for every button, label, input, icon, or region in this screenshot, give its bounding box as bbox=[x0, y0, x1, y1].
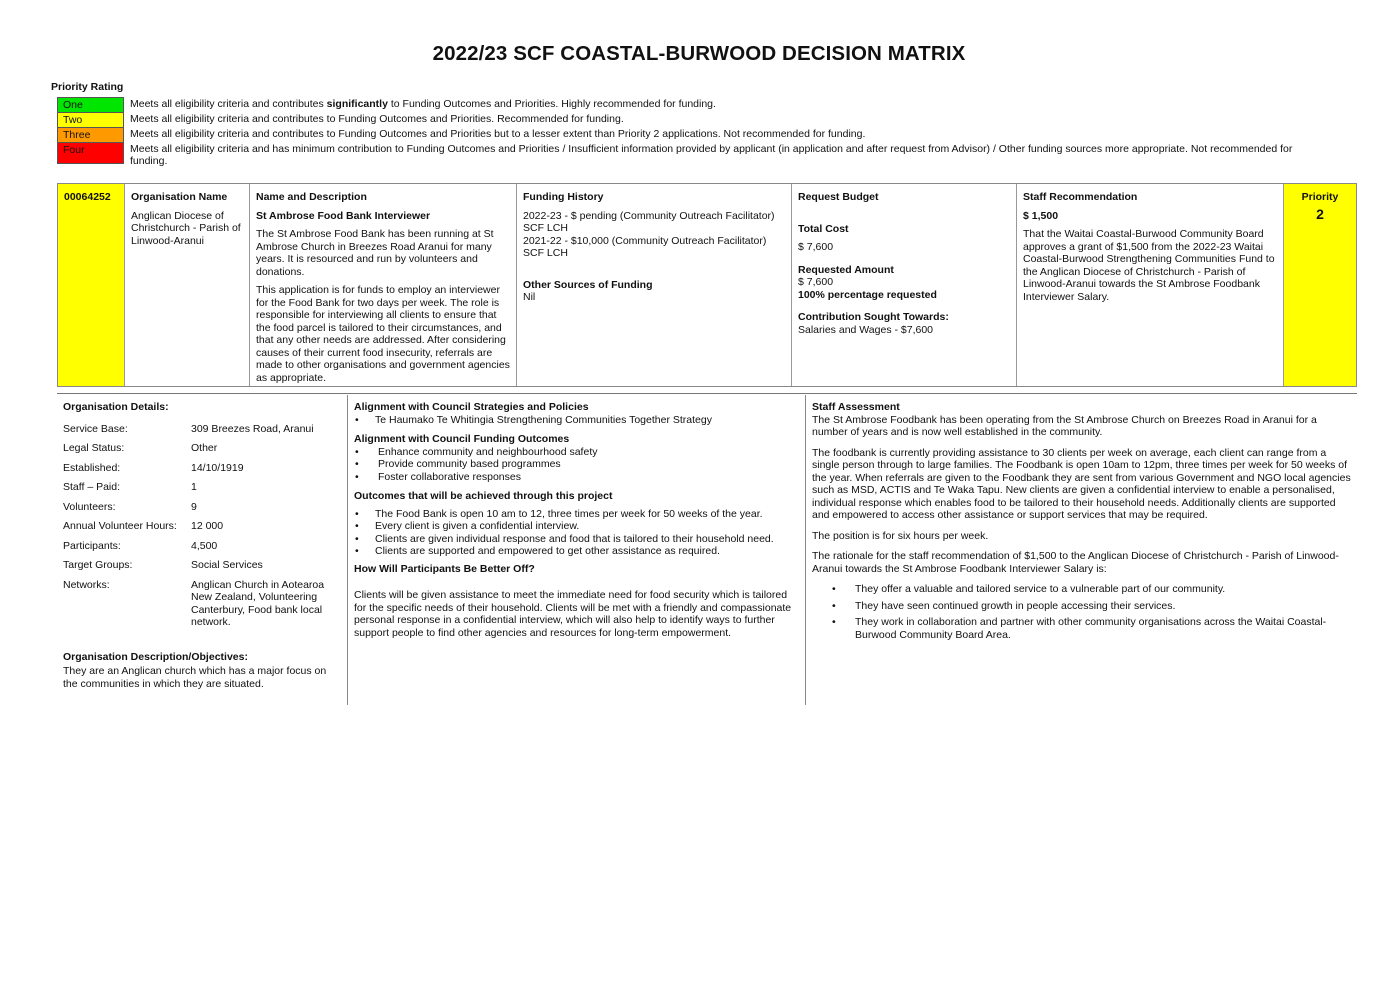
list-item: • The Food Bank is open 10 am to 12, three times per week for 50 weeks of the year. bbox=[354, 508, 799, 521]
total-cost-value: $ 7,600 bbox=[798, 241, 834, 253]
application-summary-table bbox=[57, 183, 1357, 387]
priority-row-two bbox=[57, 112, 1317, 127]
list-item: • Te Haumako Te Whitingia Strengthening Communities Together Strategy bbox=[354, 414, 799, 427]
priority-swatch-one: One bbox=[57, 97, 124, 112]
section-divider bbox=[57, 393, 1357, 394]
staff-recommendation-amount: $ 1,500 bbox=[1023, 209, 1059, 222]
organisation-description-heading: Organisation Description/Objectives: bbox=[63, 650, 248, 663]
detail-row: Staff – Paid: 1 bbox=[63, 481, 197, 493]
project-name: St Ambrose Food Bank Interviewer bbox=[256, 209, 431, 222]
project-description-2: This application is for funds to employ an interviewer for the Food Bank for two days per week. The role is responsible for interviewing all clients to ensure that the food parcel is tailored to their circumstances, and that any other needs are addressed. After considering causes of their current food insecurity, referrals are made to other organisations and government agencies as appropriate. bbox=[256, 284, 510, 384]
list-item: • Enhance community and neighbourhood safety bbox=[354, 446, 799, 459]
funding-outcomes-list bbox=[354, 446, 799, 484]
alignment-column bbox=[348, 395, 806, 705]
contribution-value: Salaries and Wages - $7,600 bbox=[798, 323, 934, 336]
request-budget-cell bbox=[792, 184, 1017, 386]
list-item: • Every client is given a confidential interview. bbox=[354, 520, 799, 533]
assessment-paragraph-3: The position is for six hours per week. bbox=[812, 529, 989, 542]
detail-row: Target Groups: Social Services bbox=[63, 559, 263, 571]
other-funding-heading: Other Sources of Funding bbox=[523, 278, 653, 291]
contribution-label: Contribution Sought Towards: bbox=[798, 311, 949, 323]
page-title: 2022/23 SCF COASTAL-BURWOOD DECISION MATRIX bbox=[432, 42, 966, 65]
priority-swatch-two: Two bbox=[57, 112, 124, 127]
staff-recommendation-text: That the Waitai Coastal-Burwood Community Board approves a grant of $1,500 from the 2022-23 Waitai Coastal-Burwood Strengthening Communities Fund to the Anglican Diocese of Christchurch - Parish of Linwood-Aranui towards the St Ambrose Foodbank Interviewer Salary. bbox=[1023, 228, 1275, 303]
funding-history-2: 2021-22 - $10,000 (Community Outreach Facilitator) SCF LCH bbox=[523, 234, 767, 259]
other-funding-value: Nil bbox=[523, 291, 536, 303]
organisation-description: They are an Anglican church which has a major focus on the communities in which they are situated. bbox=[63, 665, 327, 690]
priority-desc-two: Meets all eligibility criteria and contributes to Funding Outcomes and Priorities. Recommended for funding. bbox=[130, 113, 624, 125]
priority-row-one bbox=[57, 97, 1317, 112]
priority-swatch-three: Three bbox=[57, 127, 124, 142]
organisation-details-column bbox=[57, 395, 348, 705]
list-item: • They offer a valuable and tailored service to a vulnerable part of our community. bbox=[812, 583, 1351, 596]
strategies-heading: Alignment with Council Strategies and Policies bbox=[354, 401, 589, 413]
list-item: • Foster collaborative responses bbox=[354, 471, 799, 484]
priority-value: 2 bbox=[1316, 205, 1324, 222]
application-id-cell bbox=[58, 184, 125, 386]
list-item: • They have seen continued growth in people accessing their services. bbox=[812, 600, 1351, 613]
priority-desc-one: Meets all eligibility criteria and contributes significantly to Funding Outcomes and Priorities. Highly recommended for funding. bbox=[130, 98, 716, 110]
priority-row-three bbox=[57, 127, 1317, 142]
list-item: • They work in collaboration and partner with other community organisations across the Waitai Coastal-Burwood Community Board Area. bbox=[812, 616, 1351, 641]
list-item: • Clients are supported and empowered to get other assistance as required. bbox=[354, 545, 799, 558]
detail-row: Legal Status: Other bbox=[63, 442, 218, 454]
priority-row-four bbox=[57, 142, 1317, 167]
funding-outcomes-heading: Alignment with Council Funding Outcomes bbox=[354, 433, 570, 445]
priority-desc-three: Meets all eligibility criteria and contributes to Funding Outcomes and Priorities but to a lesser extent than Priority 2 applications. Not recommended for funding. bbox=[130, 128, 866, 140]
organisation-name: Anglican Diocese of Christchurch - Parish of Linwood-Aranui bbox=[131, 209, 241, 247]
project-description-1: The St Ambrose Food Bank has been running at St Ambrose Church in Breezes Road Aranui for many years. It is resourced and run by volunteers and donations. bbox=[256, 228, 494, 278]
list-item: • Clients are given individual response and food that is tailored to their household need. bbox=[354, 533, 799, 546]
rationale-list bbox=[812, 583, 1351, 641]
project-outcomes-heading: Outcomes that will be achieved through this project bbox=[354, 490, 613, 502]
priority-rating-heading: Priority Rating bbox=[51, 81, 124, 93]
detail-row: Service Base: 309 Breezes Road, Aranui bbox=[63, 422, 314, 435]
detail-row: Annual Volunteer Hours: 12 000 bbox=[63, 520, 224, 532]
detail-row: Established: 14/10/1919 bbox=[63, 461, 244, 474]
name-description-cell bbox=[250, 184, 517, 386]
requested-percentage: 100% percentage requested bbox=[798, 288, 937, 301]
organisation-heading: Organisation Name bbox=[131, 191, 228, 203]
funding-history-heading: Funding History bbox=[523, 191, 604, 203]
details-section bbox=[57, 395, 1357, 705]
priority-rating-legend bbox=[57, 97, 1317, 167]
priority-heading: Priority bbox=[1301, 191, 1339, 203]
priority-desc-four: Meets all eligibility criteria and has minimum contribution to Funding Outcomes and Priorities / Insufficient information provided by applicant (in application and after request from Advisor) / Other funding sources more appropriate. Not recommended for funding. bbox=[130, 143, 1293, 167]
assessment-paragraph-4: The rationale for the staff recommendation of $1,500 to the Anglican Diocese of Christchurch - Parish of Linwood-Aranui towards the St Ambrose Foodbank Interviewer Salary is: bbox=[812, 550, 1339, 575]
better-off-heading: How Will Participants Be Better Off? bbox=[354, 562, 535, 575]
detail-row: Volunteers: 9 bbox=[63, 500, 197, 513]
request-budget-heading: Request Budget bbox=[798, 191, 879, 203]
organisation-details-heading: Organisation Details: bbox=[63, 401, 169, 413]
better-off-text: Clients will be given assistance to meet the immediate need for food security which is tailored for the specific needs of their household. Clients will be met with a friendly and compassionate personal response in a confidential interview, which will also help to identify ways to further support people to find other agencies and resources for long-term empowerment. bbox=[354, 589, 792, 639]
requested-amount-label: Requested Amount bbox=[798, 263, 894, 276]
assessment-paragraph-1: The St Ambrose Foodbank has been operating from the St Ambrose Church on Breezes Road in Aranui for a number of years and is now well established in the community. bbox=[812, 413, 1317, 438]
project-outcomes-list bbox=[354, 508, 799, 558]
staff-recommendation-heading: Staff Recommendation bbox=[1023, 191, 1138, 203]
requested-amount-value: $ 7,600 bbox=[798, 276, 834, 288]
staff-assessment-heading: Staff Assessment bbox=[812, 401, 900, 413]
funding-history-1: 2022-23 - $ pending (Community Outreach Facilitator) SCF LCH bbox=[523, 209, 775, 234]
name-description-heading: Name and Description bbox=[256, 191, 367, 203]
strategies-list bbox=[354, 414, 799, 427]
staff-assessment-column bbox=[806, 395, 1357, 705]
funding-history-cell bbox=[517, 184, 792, 386]
detail-row: Participants: 4,500 bbox=[63, 539, 218, 552]
organisation-cell bbox=[125, 184, 250, 386]
application-id: 00064252 bbox=[64, 191, 111, 203]
detail-row: Networks: Anglican Church in Aotearoa New Zealand, Volunteering Canterbury, Food bank local network. bbox=[63, 578, 325, 628]
priority-cell bbox=[1284, 184, 1356, 386]
list-item: • Provide community based programmes bbox=[354, 458, 799, 471]
total-cost-label: Total Cost bbox=[798, 222, 849, 235]
assessment-paragraph-2: The foodbank is currently providing assistance to 30 clients per week on average, each client can range from a single person through to large families. The Foodbank is open 10am to 12pm, three times per week for 50 weeks of the year. When referrals are given to the Foodbank they are sent from various Government and NGO local agencies such as MSD, ACTIS and Te Waka Tapu. New clients are given a confidential interview to enable a personalised, individual response which enables food to be tailored to their household needs. Additionally clients are supported and empowered to access other assistance or support services that may be required. bbox=[812, 446, 1351, 521]
priority-swatch-four: Four bbox=[57, 142, 124, 164]
staff-recommendation-cell bbox=[1017, 184, 1284, 386]
